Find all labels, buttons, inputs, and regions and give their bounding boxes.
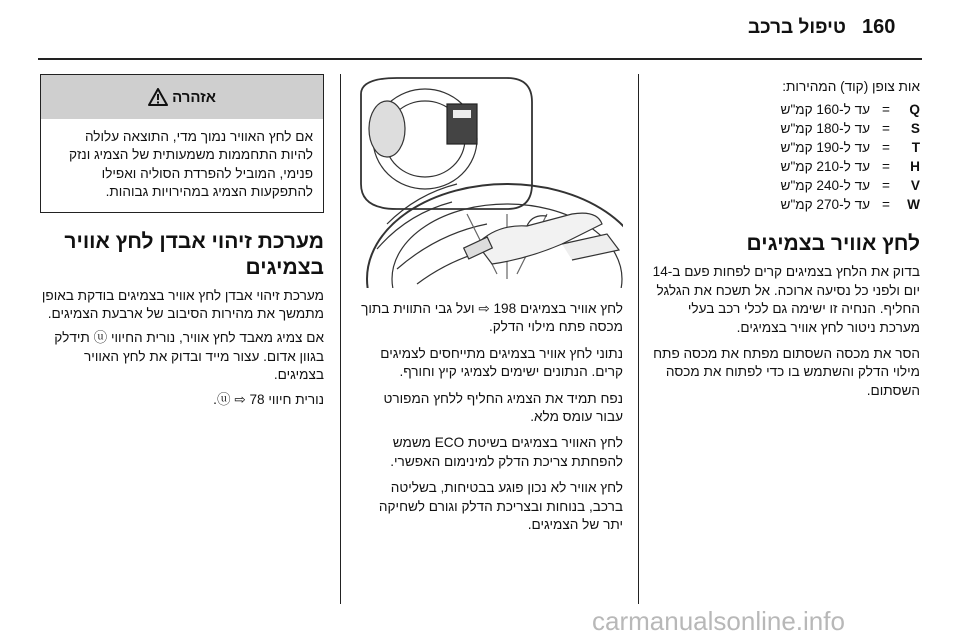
equals-sign: = (882, 121, 890, 137)
equals-sign: = (882, 140, 890, 156)
warning-box (40, 74, 324, 213)
deflation-detection-heading: מערכת זיהוי אבדן לחץ אוויר בצמיגים (64, 229, 324, 279)
speed-rating-code: V (910, 178, 920, 194)
middle-paragraph-3: נפח תמיד את הצמיג החליף ללחץ המפורט עבור עומס מלא. (383, 390, 623, 425)
header-rule (38, 58, 922, 60)
warning-title: אזהרה (172, 88, 216, 106)
middle-paragraph-5: לחץ אוויר לא נכון פוגע בבטיחות, בשליטה ברכב, בנוחות ובצריכת הדלק וגורם לשחיקה יתר של הצמיגים. (378, 480, 623, 533)
column-divider-left (340, 74, 341, 604)
tire-inflation-illustration (357, 74, 623, 288)
warning-triangle-icon (148, 88, 168, 106)
column-divider-right (638, 74, 639, 604)
section-title: טיפול ברכב (748, 17, 846, 38)
warning-header (41, 75, 323, 119)
speed-rating-limit: עד ל-160 קמ"ש (780, 102, 871, 118)
speed-rating-code: H (910, 159, 920, 175)
warning-text: אם לחץ האוויר נמוך מדי, התוצאה עלולה להיות התחממות משמעותית של הצמיג ונזק פנימי, המוביל להפרדת הסוליה ואפילו להתפקעות הצמיג במהירויות גבוהות. (69, 129, 313, 200)
middle-paragraph-2: נתוני לחץ אוויר בצמיגים מתייחסים לצמיגים קרים. הנתונים ישימים לצמיגי קיץ וחורף. (380, 345, 623, 380)
left-column (40, 74, 324, 415)
speed-rating-limit: עד ל-180 קמ"ש (780, 121, 871, 137)
speed-rating-row (652, 100, 920, 119)
middle-paragraph-4: לחץ האוויר בצמיגים בשיטת ECO משמש להפחתת צריכת הדלק למינימום האפשרי. (390, 435, 623, 469)
speed-rating-code: T (911, 140, 920, 156)
equals-sign: = (882, 178, 890, 194)
equals-sign: = (882, 159, 890, 175)
speed-rating-code: W (907, 197, 920, 213)
speed-rating-row (652, 157, 920, 176)
speed-rating-list (652, 100, 920, 214)
tire-pressure-heading: לחץ אוויר בצמיגים (746, 232, 920, 256)
middle-column (357, 300, 623, 542)
deflation-paragraph-3: נורית חיווי ⓤ ⇨ 78. (213, 391, 324, 407)
speed-rating-row (652, 176, 920, 195)
middle-paragraph-1: לחץ אוויר בצמיגים 198 ⇨ ועל גבי התווית בתוך מכסה פתח מילוי הדלק. (361, 301, 623, 335)
equals-sign: = (882, 197, 890, 213)
speed-rating-row (652, 119, 920, 138)
speed-rating-row (652, 138, 920, 157)
tire-pressure-paragraph-1: בדוק את הלחץ בצמיגים קרים לפחות פעם ב-14 יום ולפני כל נסיעה ארוכה. אל תשכח את הגלגל החליף. הנחיה זו ישימה גם לכלי רכב בעלי מערכת ניטור לחץ אוויר בצמיגים. (652, 264, 920, 335)
deflation-paragraph-1: מערכת זיהוי אבדן לחץ אוויר בצמיגים בודקת באופן מתמשך את מהירות הסיבוב של ארבעת הצמיגים. (41, 287, 324, 322)
speed-rating-code: S (910, 121, 920, 137)
speed-intro: אות צופן (קוד) המהירות: (782, 79, 920, 94)
tire-pressure-paragraph-2: הסר את מכסה השסתום מפתח את מכסה פתח מילוי הדלק והשתמש בו כדי לפתוח את מכסה השסתום. (653, 346, 920, 398)
page-number: 160 (862, 16, 896, 38)
right-column (652, 78, 920, 400)
speed-rating-limit: עד ל-270 קמ"ש (780, 197, 871, 213)
speed-rating-limit: עד ל-210 קמ"ש (780, 159, 871, 175)
speed-rating-row (652, 195, 920, 214)
speed-rating-code: Q (909, 102, 920, 118)
deflation-paragraph-2: אם צמיג מאבד לחץ אוויר, נורית החיווי ⓤ תידלק בגוון אדום. עצור מייד ובדוק את לחץ האוויר בצמיגים. (54, 330, 324, 383)
speed-rating-limit: עד ל-240 קמ"ש (780, 178, 871, 194)
speed-rating-limit: עד ל-190 קמ"ש (780, 140, 871, 156)
watermark: carmanualsonline.info (592, 606, 845, 636)
equals-sign: = (882, 102, 890, 118)
